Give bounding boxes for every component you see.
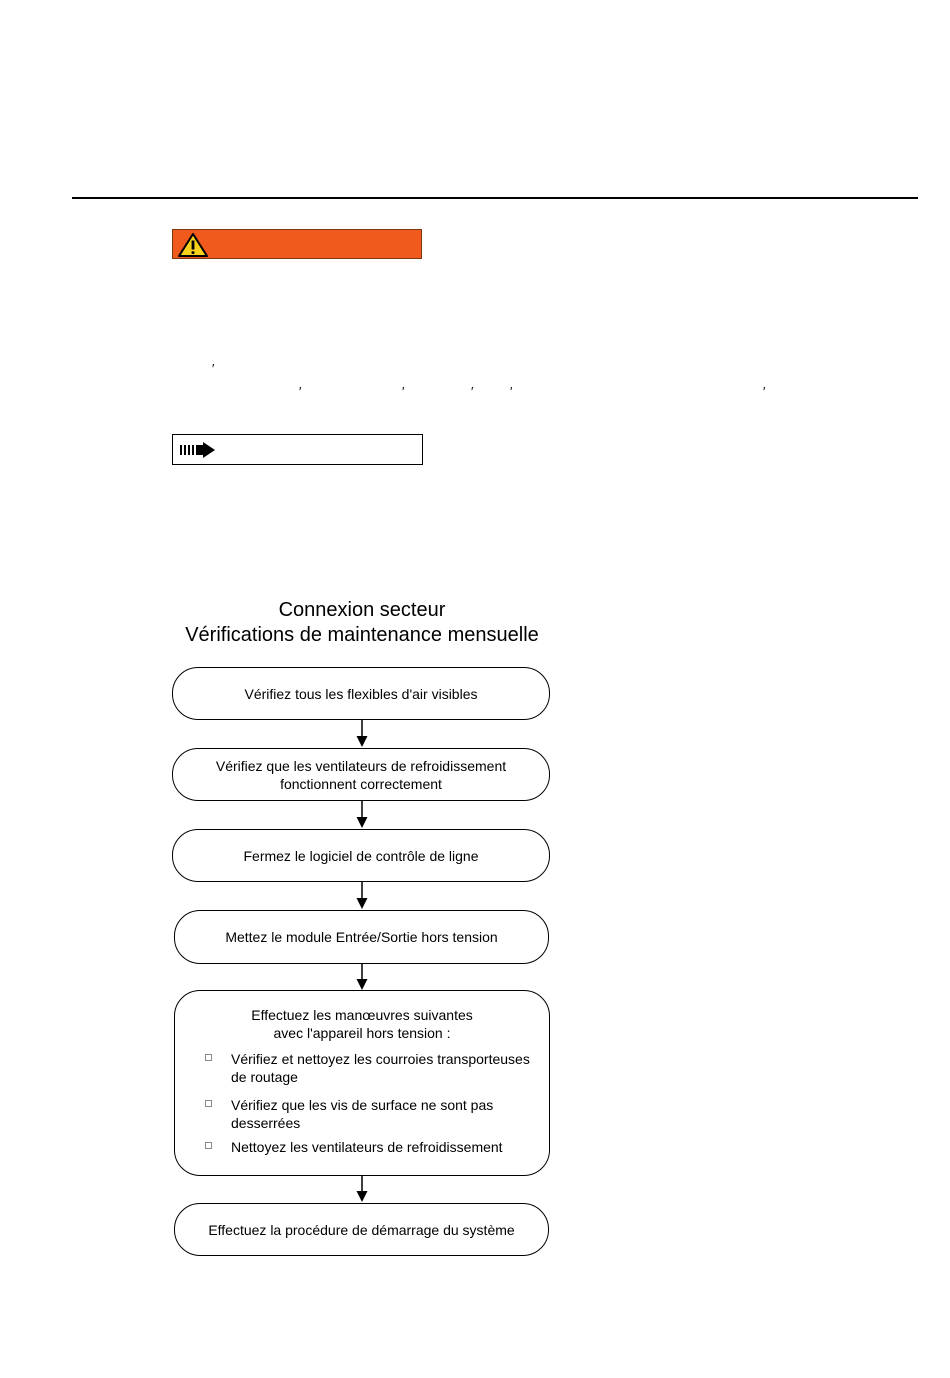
accent-mark: ′ (299, 384, 302, 399)
header-rule (72, 197, 918, 199)
checkbox-square-icon (205, 1054, 212, 1061)
flow-step-2-line2: fonctionnent correctement (280, 775, 442, 792)
flow-final-step (174, 1203, 549, 1256)
checklist-item-line1: Nettoyez les ventilateurs de refroidissement (231, 1139, 503, 1155)
flow-step-1 (172, 667, 550, 720)
flow-final-step-text: Effectuez la procédure de démarrage du système (208, 1221, 515, 1238)
flowchart-title (150, 598, 574, 648)
flow-step-3 (172, 829, 550, 882)
flowchart-title-line2: Vérifications de maintenance mensuelle (185, 624, 539, 646)
checklist-heading (175, 1006, 549, 1042)
flow-arrow (356, 1176, 368, 1203)
checklist-item-line1: Vérifiez et nettoyez les courroies transporteuses (231, 1051, 530, 1067)
checklist-heading-line1: Effectuez les manœuvres suivantes (251, 1007, 473, 1023)
flow-step-4 (174, 910, 549, 964)
checklist-heading-line2: avec l'appareil hors tension : (273, 1025, 451, 1041)
flow-step-2 (172, 748, 550, 801)
flow-step-1-text: Vérifiez tous les flexibles d'air visibles (244, 685, 478, 702)
accent-mark: ′ (402, 384, 405, 399)
flow-arrow (356, 882, 368, 910)
flow-arrow (356, 720, 368, 748)
note-banner (172, 434, 423, 465)
flow-arrow (356, 964, 368, 991)
accent-mark: ′ (471, 384, 474, 399)
checkbox-square-icon (205, 1100, 212, 1107)
accent-mark: ′ (763, 384, 766, 399)
flow-step-2-line1: Vérifiez que les ventilateurs de refroidissement (215, 757, 507, 774)
checklist-item-line2: de routage (231, 1069, 298, 1085)
accent-mark: ′ (212, 361, 215, 376)
warning-triangle-icon (177, 232, 209, 258)
warning-banner (172, 229, 422, 259)
note-arrow-icon (179, 442, 217, 458)
checklist-item-line2: desserrées (231, 1115, 301, 1131)
accent-mark: ′ (510, 384, 513, 399)
checkbox-square-icon (205, 1142, 212, 1149)
flow-step-4-text: Mettez le module Entrée/Sortie hors tension (225, 929, 498, 945)
flow-checklist-step (174, 990, 550, 1176)
flowchart-title-line1: Connexion secteur (278, 599, 446, 621)
checklist-item-line1: Vérifiez que les vis de surface ne sont pas (231, 1097, 494, 1113)
flow-step-3-text: Fermez le logiciel de contrôle de ligne (243, 847, 479, 864)
flow-arrow (356, 801, 368, 829)
